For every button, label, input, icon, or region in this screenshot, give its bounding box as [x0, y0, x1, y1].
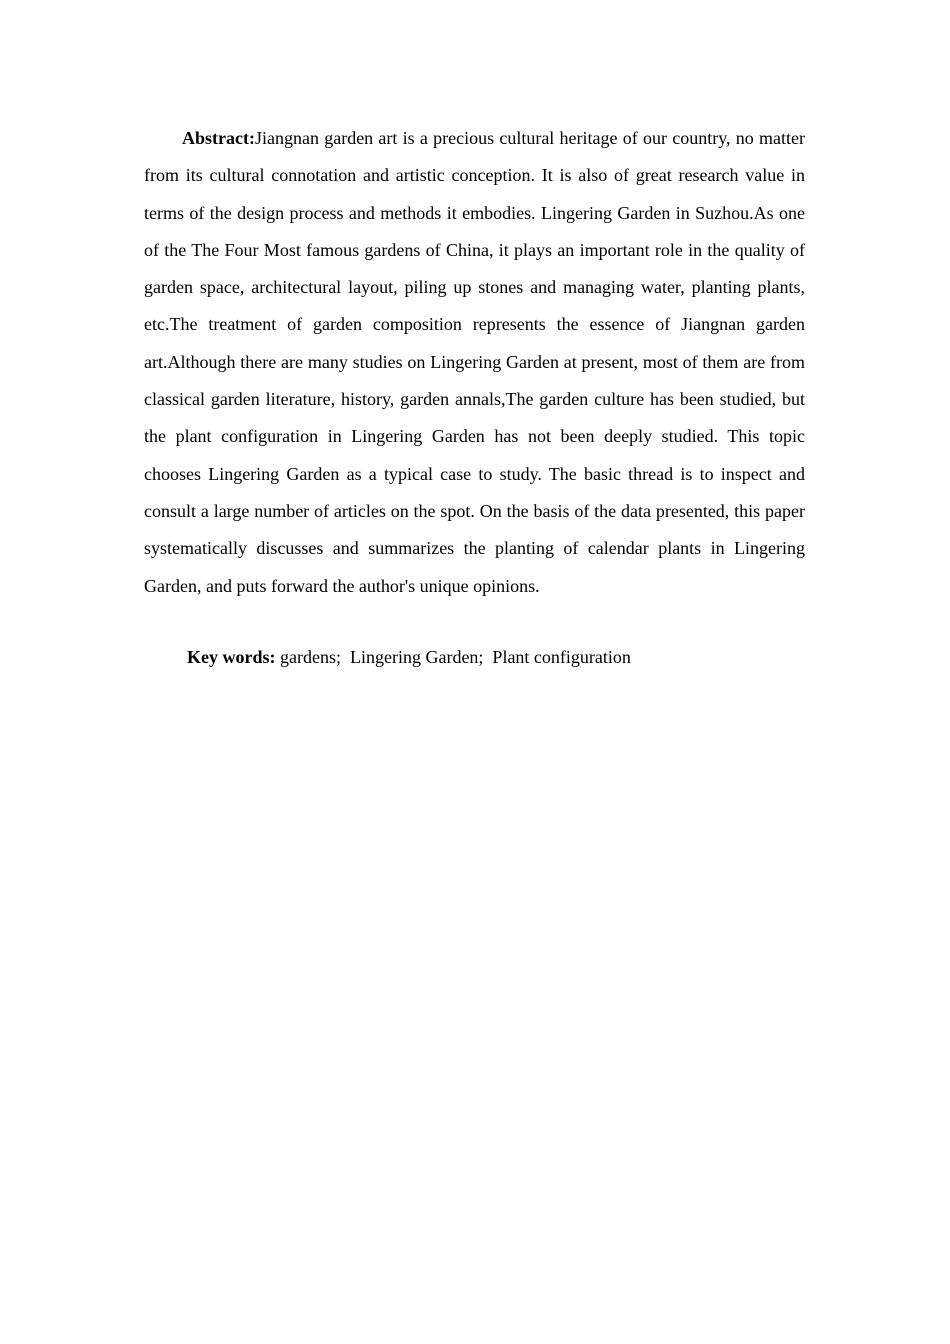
keywords-text: gardens; Lingering Garden; Plant configuration [275, 647, 631, 667]
keywords-line [187, 640, 631, 674]
abstract-paragraph [144, 120, 805, 605]
abstract-text: Jiangnan garden art is a precious cultural heritage of our country, no matter from its cultural connotation and artistic conception. It is also of great research value in terms of the design process and methods it embodies. Lingering Garden in Suzhou.As one of the The Four Most famous gardens of China, it plays an important role in the quality of garden space, architectural layout, piling up stones and managing water, planting plants, etc.The treatment of garden composition represents the essence of Jiangnan garden art.Although there are many studies on Lingering Garden at present, most of them are from classical garden literature, history, garden annals,The garden culture has been studied, but the plant configuration in Lingering Garden has not been deeply studied. This topic chooses Lingering Garden as a typical case to study. The basic thread is to inspect and consult a large number of articles on the spot. On the basis of the data presented, this paper systematically discusses and summarizes the planting of calendar plants in Lingering Garden, and puts forward the author's unique opinions. [144, 128, 805, 596]
keywords-label: Key words: [187, 647, 276, 667]
abstract-label: Abstract: [182, 128, 255, 148]
